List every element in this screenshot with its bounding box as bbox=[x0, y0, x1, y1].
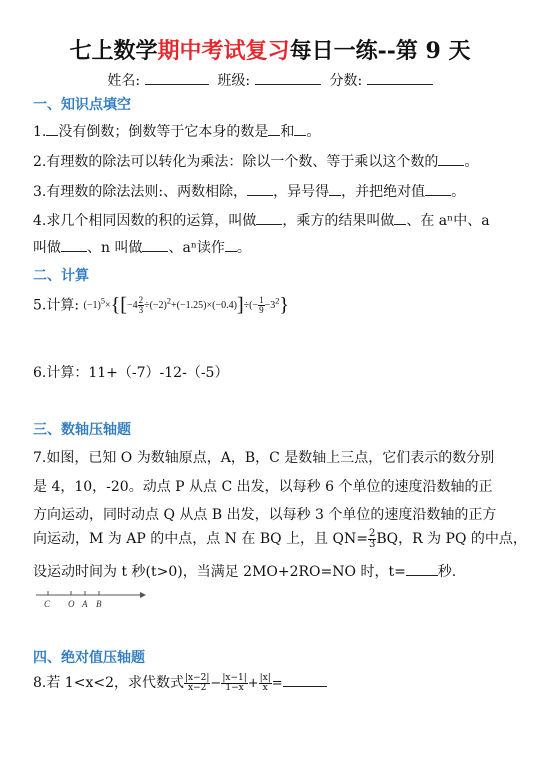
q8-frac3-den: x bbox=[262, 682, 268, 693]
q7-line5-text2: 秒. bbox=[437, 564, 457, 580]
q5-frac1-num: 2 bbox=[138, 295, 144, 305]
q7-line4-text2: BQ，R 为 PQ 的中点， bbox=[376, 531, 527, 547]
q8-op2: + bbox=[247, 676, 259, 691]
q7-blank[interactable] bbox=[406, 575, 438, 576]
question-1 bbox=[33, 121, 320, 141]
q8-frac2 bbox=[221, 674, 247, 693]
q7-line4 bbox=[33, 528, 527, 550]
axis-label-a: A bbox=[82, 599, 88, 609]
question-4-line2 bbox=[33, 237, 251, 257]
q7-frac-num: 2 bbox=[368, 527, 376, 539]
q1-text3: 。 bbox=[306, 124, 321, 140]
q2-end: 。 bbox=[464, 154, 479, 170]
page-title bbox=[0, 34, 540, 65]
section3-heading: 三、数轴压轴题 bbox=[33, 422, 131, 438]
q4-text5: 、n 叫做 bbox=[87, 240, 143, 256]
q1-blank1[interactable] bbox=[46, 135, 58, 136]
q4-blank4[interactable] bbox=[142, 251, 168, 252]
section4-heading: 四、绝对值压轴题 bbox=[33, 650, 145, 666]
q4-blank2[interactable] bbox=[394, 224, 406, 225]
q8-op1: − bbox=[210, 676, 222, 691]
q5-e7: −3 bbox=[264, 299, 276, 311]
name-label: 姓名: bbox=[107, 73, 141, 89]
q7-line1: 7.如图，已知 O 为数轴原点，A，B，C 是数轴上三点，它们表示的数分别 bbox=[33, 450, 495, 466]
q5-e6: ÷(− bbox=[243, 299, 259, 311]
q8-text: 8.若 1<x<2，求代数式 bbox=[33, 675, 184, 691]
question-5 bbox=[33, 294, 289, 317]
q3-text1: 3.有理数的除法法则:、两数相除， bbox=[33, 184, 248, 200]
q5-e7-exp: 2 bbox=[275, 296, 280, 306]
question-4-line1 bbox=[33, 210, 490, 230]
q8-frac2-den: 1−x bbox=[225, 682, 244, 693]
q5-e1-exp: 5 bbox=[100, 296, 106, 306]
q4-blank5[interactable] bbox=[225, 251, 237, 252]
q3-text3: ，并把绝对值 bbox=[341, 184, 426, 200]
q1-blank3[interactable] bbox=[294, 135, 306, 136]
q5-rbrace: } bbox=[279, 294, 289, 316]
q7-line5-text1: 设运动时间为 t 秒(t>0)，当满足 2MO+2RO=NO 时，t= bbox=[33, 564, 406, 580]
q4-text1: 4.求几个相同因数的积的运算，叫做 bbox=[33, 213, 257, 229]
q5-expression bbox=[84, 294, 289, 317]
class-blank[interactable] bbox=[255, 72, 321, 85]
q7-frac-den: 3 bbox=[368, 538, 376, 550]
q4-text6: 、aⁿ读作 bbox=[168, 240, 225, 256]
q5-frac2-num: 1 bbox=[259, 295, 264, 305]
q4-end: 。 bbox=[236, 240, 251, 256]
q3-text2: ，异号得 bbox=[273, 184, 330, 200]
title-part1: 七上数学 bbox=[69, 38, 158, 64]
score-label: 分数: bbox=[329, 73, 363, 89]
q5-e1: (−1) bbox=[83, 299, 101, 311]
q7-line2: 是 4，10，-20。动点 P 从点 C 出发，以每秒 6 个单位的速度沿数轴的正 bbox=[33, 479, 493, 495]
q8-equals: = bbox=[271, 676, 283, 691]
q4-text3: 、在 aⁿ中、a bbox=[406, 213, 490, 229]
q3-blank1[interactable] bbox=[247, 195, 273, 196]
question-6: 6.计算：11+（-7）-12-（-5） bbox=[33, 365, 229, 381]
q2-text: 2.有理数的除法可以转化为乘法：除以一个数、等于乘以这个数的 bbox=[33, 154, 439, 170]
q8-frac2-num: |x−1| bbox=[222, 672, 247, 683]
q3-blank2[interactable] bbox=[329, 195, 341, 196]
q5-frac1-den: 3 bbox=[138, 305, 144, 315]
q1-text1: 没有倒数；倒数等于它本身的数是 bbox=[58, 124, 269, 140]
q8-blank[interactable] bbox=[283, 686, 327, 687]
q8-frac1 bbox=[184, 674, 210, 693]
section1-heading: 一、知识点填空 bbox=[33, 97, 131, 113]
q5-lbracket: [ bbox=[120, 294, 127, 316]
axis-label-o: O bbox=[68, 599, 75, 609]
q5-rbracket: ] bbox=[236, 294, 244, 316]
name-blank[interactable] bbox=[145, 72, 209, 85]
q8-frac1-num: |x−2| bbox=[184, 672, 210, 683]
axis-label-b: B bbox=[96, 599, 102, 609]
q7-line5 bbox=[33, 561, 456, 581]
q2-blank[interactable] bbox=[438, 165, 464, 166]
class-label: 班级: bbox=[217, 73, 251, 89]
q8-frac3 bbox=[259, 674, 272, 693]
q5-frac2-den: 9 bbox=[259, 305, 264, 315]
q5-lbrace: { bbox=[110, 294, 121, 316]
title-highlight: 期中考试复习 bbox=[157, 38, 290, 64]
q7-line4-text1: 向运动，M 为 AP 的中点，点 N 在 BQ 上，且 QN= bbox=[33, 531, 368, 547]
q3-end: 。 bbox=[451, 184, 466, 200]
title-part3: 每日一练--第 9 天 bbox=[289, 38, 471, 64]
q4-text2: ，乘方的结果叫做 bbox=[282, 213, 395, 229]
question-2 bbox=[33, 151, 478, 171]
question-8 bbox=[33, 672, 327, 693]
q1-number: 1. bbox=[33, 124, 47, 140]
number-line-arrow bbox=[140, 592, 146, 598]
axis-label-c: C bbox=[44, 599, 51, 609]
q1-text2: 和 bbox=[280, 124, 295, 140]
q4-blank3[interactable] bbox=[61, 251, 87, 252]
number-line-figure bbox=[32, 588, 152, 612]
q4-blank1[interactable] bbox=[256, 224, 282, 225]
question-3 bbox=[33, 181, 465, 201]
q7-line3: 方向运动，同时动点 Q 从点 B 出发，以每秒 3 个单位的速度沿数轴的正方 bbox=[33, 507, 497, 523]
q4-text4: 叫做 bbox=[33, 240, 61, 256]
q5-e4-exp: 2 bbox=[166, 296, 172, 306]
q3-blank3[interactable] bbox=[425, 195, 451, 196]
q5-e2: × bbox=[105, 299, 111, 311]
q1-blank2[interactable] bbox=[268, 135, 280, 136]
q5-e3: −4 bbox=[126, 299, 138, 311]
student-info-line bbox=[0, 70, 540, 90]
q5-label: 5.计算: bbox=[33, 297, 80, 314]
q8-frac3-num: |x| bbox=[259, 672, 271, 683]
section2-heading: 二、计算 bbox=[33, 268, 89, 284]
q5-e5: +(−1.25)×(−0.4) bbox=[171, 299, 237, 311]
q5-e4: ÷(−2) bbox=[144, 299, 167, 311]
q8-frac1-den: x−2 bbox=[188, 682, 207, 693]
score-blank[interactable] bbox=[367, 72, 433, 85]
